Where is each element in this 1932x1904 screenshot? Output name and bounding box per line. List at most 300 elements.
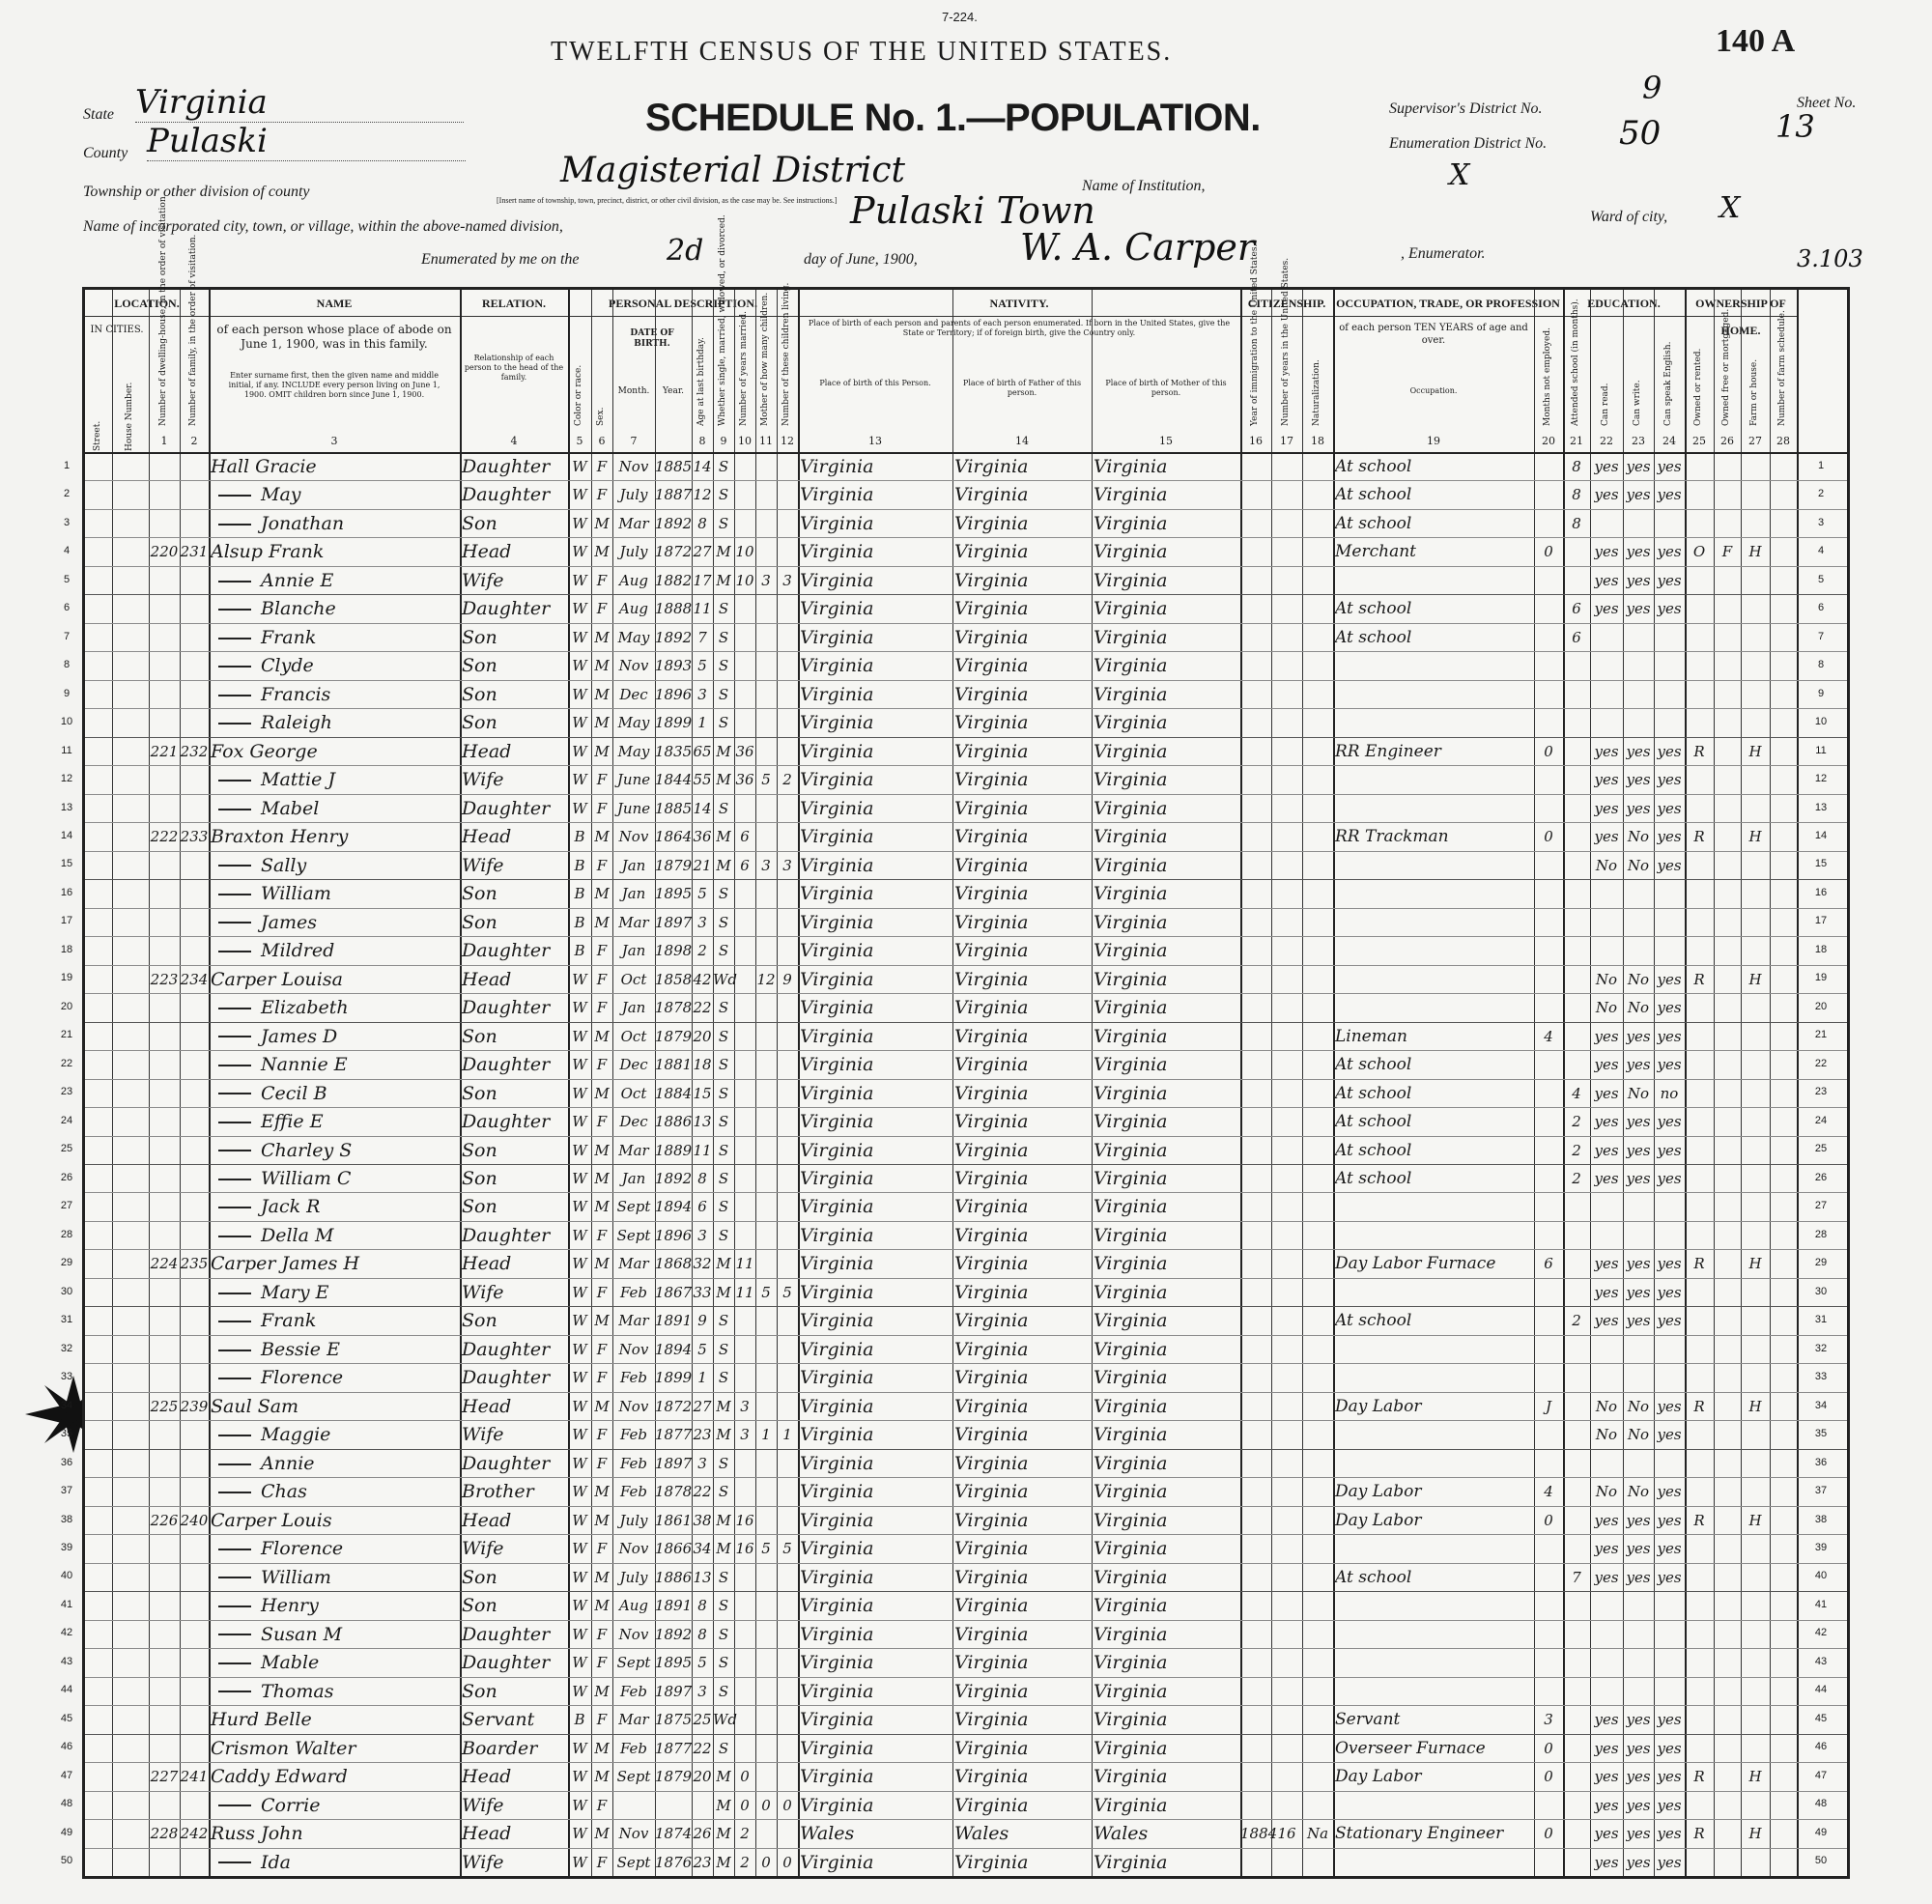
birthplace-mother: Virginia [1094, 1481, 1168, 1503]
color-race: W [572, 1654, 587, 1672]
birthplace-person: Virginia [800, 1680, 874, 1702]
years-married: 3 [740, 1426, 750, 1444]
vertical-label-sex: Sex. [596, 407, 606, 426]
ditto-dash [218, 695, 251, 696]
row-rule [85, 1392, 1847, 1393]
birthplace-father: Virginia [954, 797, 1029, 819]
row-number-left: 2 [63, 488, 71, 500]
birth-month: Sept [616, 1768, 651, 1786]
birthplace-mother: Virginia [1094, 1395, 1168, 1417]
birthplace-mother: Virginia [1094, 883, 1168, 905]
row-number-right: 20 [1814, 1000, 1828, 1012]
ditto-dash [218, 524, 251, 526]
birthplace-person: Virginia [800, 1253, 874, 1275]
sex: M [594, 628, 610, 646]
birth-month: Aug [618, 600, 649, 618]
sex: M [594, 514, 610, 532]
birthplace-father: Virginia [954, 1196, 1029, 1218]
can-speak-english: yes [1657, 458, 1682, 475]
birth-year: 1868 [655, 1255, 693, 1273]
row-number-left: 48 [60, 1798, 73, 1810]
birthplace-mother: Virginia [1094, 655, 1168, 677]
birth-month: July [619, 543, 648, 561]
birthplace-mother: Virginia [1094, 1224, 1168, 1246]
sex: F [596, 1454, 608, 1472]
ditto-dash [218, 495, 251, 497]
birth-year: 1893 [655, 657, 693, 675]
dwelling-number: 224 [150, 1255, 179, 1273]
ditto-dash [218, 1435, 251, 1436]
person-name: Ida [261, 1851, 291, 1873]
age: 27 [693, 543, 712, 561]
can-read: yes [1594, 742, 1619, 760]
birthplace-person: Virginia [800, 1737, 874, 1759]
marital-status: M [716, 571, 731, 589]
row-number-right: 41 [1814, 1598, 1828, 1610]
birth-month: Oct [620, 1027, 647, 1045]
birthplace-person: Virginia [800, 484, 874, 506]
relationship: Son [462, 1566, 497, 1588]
birthplace-person: Virginia [800, 598, 874, 620]
can-write: yes [1626, 1141, 1651, 1159]
birthplace-mother: Virginia [1094, 456, 1168, 477]
birthplace-person: Virginia [800, 1196, 874, 1218]
column-number: 7 [630, 435, 638, 447]
row-number-right: 30 [1814, 1285, 1828, 1297]
census-title: TWELFTH CENSUS OF THE UNITED STATES. [551, 37, 1173, 67]
sex: M [594, 1483, 610, 1501]
family-number: 231 [180, 543, 209, 561]
can-read: yes [1594, 458, 1619, 475]
occupation: Servant [1335, 1710, 1401, 1730]
birthplace-mother: Virginia [1094, 740, 1168, 762]
row-rule [85, 737, 1847, 738]
birth-year: 1894 [655, 1198, 693, 1216]
row-number-right: 39 [1814, 1541, 1828, 1553]
color-race: B [574, 885, 585, 903]
birthplace-mother: Virginia [1094, 1509, 1168, 1531]
row-number-left: 11 [61, 744, 72, 756]
birth-month: Dec [619, 1056, 648, 1074]
birth-year: 1874 [655, 1825, 693, 1843]
ditto-dash [218, 666, 251, 668]
row-number-right: 31 [1814, 1314, 1828, 1326]
can-read: yes [1594, 1796, 1619, 1814]
marital-status: S [718, 1625, 729, 1643]
can-write: yes [1626, 486, 1651, 504]
relationship: Son [462, 1196, 497, 1218]
birth-month: May [617, 628, 650, 646]
vertical-label-color: Color or race. [574, 364, 583, 426]
children-born: 5 [761, 771, 771, 789]
row-rule [85, 1249, 1847, 1250]
age: 1 [697, 714, 707, 732]
can-speak-english: yes [1657, 799, 1682, 817]
ditto-dash [218, 1805, 251, 1806]
can-write: yes [1626, 742, 1651, 760]
birth-year: 1897 [655, 913, 693, 931]
can-read: yes [1594, 1568, 1619, 1586]
enumerated-day: 2d [667, 234, 704, 268]
birthplace-father: Virginia [954, 569, 1029, 591]
person-name: Raleigh [261, 712, 332, 734]
birthplace-person: Virginia [800, 997, 874, 1019]
sex: M [594, 543, 610, 561]
row-rule [85, 1506, 1847, 1507]
color-race: W [572, 771, 587, 789]
column-number: 24 [1662, 435, 1676, 447]
birth-year: 1898 [655, 942, 693, 960]
group-heading-name: NAME [209, 290, 460, 317]
birthplace-father: Virginia [954, 1481, 1029, 1503]
relationship: Daughter [462, 997, 551, 1019]
row-rule [85, 1136, 1847, 1137]
vertical-label-owned-rented: Owned or rented. [1693, 348, 1703, 426]
farm-house: H [1748, 742, 1762, 760]
can-speak-english: yes [1657, 742, 1682, 760]
birthplace-person: Virginia [800, 740, 874, 762]
row-rule [85, 1050, 1847, 1051]
column-rule [734, 290, 735, 1876]
age: 11 [693, 600, 712, 618]
relationship: Daughter [462, 598, 551, 620]
age: 20 [693, 1768, 712, 1786]
row-number-left: 16 [60, 886, 73, 898]
birthplace-father: Virginia [954, 541, 1029, 563]
person-name: Frank [261, 626, 317, 648]
sex: F [596, 1711, 608, 1729]
ditto-dash [218, 723, 251, 725]
marital-status: S [718, 1198, 729, 1216]
row-number-left: 41 [60, 1598, 73, 1610]
birth-father-label: Place of birth of Father of this person. [962, 379, 1082, 397]
birthplace-father: Virginia [954, 740, 1029, 762]
color-race: W [572, 1397, 587, 1415]
birthplace-person: Virginia [800, 883, 874, 905]
children-born: 1 [761, 1426, 771, 1444]
birthplace-person: Virginia [800, 712, 874, 734]
row-rule [85, 1534, 1847, 1535]
birth-year: 1875 [655, 1711, 693, 1729]
immigration-year: 1884 [1240, 1825, 1278, 1843]
ward-label: Ward of city, [1590, 209, 1668, 225]
farm-house: H [1748, 1825, 1762, 1843]
relationship: Son [462, 911, 497, 933]
ditto-dash [218, 894, 251, 895]
person-name: Fox George [211, 740, 318, 762]
in-cities-label: IN CITIES. [90, 325, 144, 335]
birthplace-father: Virginia [954, 1424, 1029, 1446]
row-number-right: 16 [1814, 886, 1828, 898]
can-read: yes [1594, 1739, 1619, 1757]
row-number-left: 28 [60, 1228, 73, 1240]
can-speak-english: yes [1657, 1397, 1682, 1415]
birth-month: Sept [616, 1853, 651, 1871]
can-read: yes [1594, 1768, 1619, 1786]
months-unemployed: 0 [1544, 1825, 1553, 1843]
color-race: B [574, 942, 585, 960]
birth-month: Jan [621, 999, 646, 1017]
years-married: 36 [735, 771, 754, 789]
row-number-left: 23 [60, 1086, 73, 1098]
ditto-dash [218, 1662, 251, 1664]
person-name: Charley S [261, 1139, 353, 1161]
column-number: 12 [781, 435, 794, 447]
dwelling-number: 228 [150, 1825, 179, 1843]
sex: M [594, 1568, 610, 1586]
sex: M [594, 913, 610, 931]
dwelling-number: 221 [150, 742, 179, 760]
can-speak-english: yes [1657, 1283, 1682, 1301]
row-number-left: 37 [60, 1485, 73, 1497]
school-months: 2 [1572, 1312, 1581, 1330]
birthplace-father: Virginia [954, 512, 1029, 534]
city-value: Pulaski Town [850, 189, 1095, 232]
birthplace-person: Virginia [800, 626, 874, 648]
color-race: W [572, 1255, 587, 1273]
marital-status: S [718, 1312, 729, 1330]
birthplace-father: Virginia [954, 1709, 1029, 1731]
birth-year: 1878 [655, 999, 693, 1017]
can-speak-english: yes [1657, 1426, 1682, 1444]
column-number: 10 [738, 435, 752, 447]
birthplace-person: Virginia [800, 541, 874, 563]
row-rule [85, 1420, 1847, 1421]
birth-month: July [619, 1511, 648, 1529]
occupation: At school [1335, 1055, 1412, 1075]
sex: M [594, 885, 610, 903]
sex: F [596, 1056, 608, 1074]
color-race: W [572, 514, 587, 532]
birth-year: 1892 [655, 1170, 693, 1187]
can-read: yes [1594, 571, 1619, 589]
birth-year: 1844 [655, 771, 693, 789]
row-rule [85, 965, 1847, 966]
children-born: 12 [756, 970, 776, 988]
sex: M [594, 1312, 610, 1330]
can-write: yes [1626, 1511, 1651, 1529]
column-rule [1770, 290, 1771, 1876]
birth-year: 1879 [655, 1768, 693, 1786]
birth-month: Feb [619, 1682, 648, 1700]
column-number: 23 [1632, 435, 1645, 447]
ditto-dash [218, 951, 251, 952]
birth-year: 1892 [655, 628, 693, 646]
dwelling-number: 225 [150, 1397, 179, 1415]
age: 3 [697, 1226, 707, 1244]
occupation: RR Trackman [1335, 827, 1449, 847]
column-rule [1685, 290, 1687, 1876]
can-speak-english: yes [1657, 571, 1682, 589]
birthplace-father: Virginia [954, 683, 1029, 705]
birthplace-mother: Virginia [1094, 484, 1168, 506]
birth-month: June [616, 771, 651, 789]
row-number-right: 25 [1814, 1143, 1828, 1155]
marital-status: S [718, 1226, 729, 1244]
school-months: 2 [1572, 1141, 1581, 1159]
row-number-left: 26 [60, 1171, 73, 1183]
row-number-left: 32 [60, 1342, 73, 1354]
occupation-column-label: Occupation. [1409, 386, 1458, 395]
birthplace-mother: Virginia [1094, 1168, 1168, 1189]
age: 7 [697, 628, 707, 646]
family-number: 241 [180, 1768, 209, 1786]
person-name: Carper Louis [211, 1509, 332, 1531]
years-married: 3 [740, 1397, 750, 1415]
dwelling-number: 227 [150, 1768, 179, 1786]
birthplace-father: Virginia [954, 1737, 1029, 1759]
column-number: 20 [1542, 435, 1555, 447]
person-name: Della M [261, 1224, 334, 1246]
ditto-dash [218, 1861, 251, 1863]
can-read: yes [1594, 1511, 1619, 1529]
row-number-left: 4 [63, 545, 71, 557]
person-name: Russ John [211, 1823, 303, 1845]
months-unemployed: 0 [1544, 1511, 1553, 1529]
ditto-dash [218, 1350, 251, 1351]
age: 26 [693, 1825, 712, 1843]
can-write: No [1627, 1397, 1650, 1415]
column-rule [1741, 290, 1742, 1876]
birthplace-father: Virginia [954, 1652, 1029, 1674]
group-heading-relation: RELATION. [460, 290, 568, 317]
column-rule [1302, 290, 1303, 1876]
can-write: yes [1626, 1796, 1651, 1814]
birth-year: 1895 [655, 1654, 693, 1672]
color-race: W [572, 1682, 587, 1700]
row-number-right: 43 [1814, 1655, 1828, 1667]
person-name: Nannie E [261, 1054, 348, 1076]
birth-year: 1866 [655, 1540, 693, 1558]
relationship: Son [462, 1025, 497, 1047]
birth-month: Sept [616, 1226, 651, 1244]
birth-month: Sept [616, 1654, 651, 1672]
ditto-dash [218, 1207, 251, 1208]
relationship: Head [462, 541, 512, 563]
years-married: 11 [735, 1255, 754, 1273]
ditto-dash [218, 1236, 251, 1237]
row-rule [85, 794, 1847, 795]
row-number-left: 9 [63, 687, 71, 699]
birth-year: 1886 [655, 1113, 693, 1131]
age: 6 [697, 1198, 707, 1216]
marital-status: M [716, 1825, 731, 1843]
age: 3 [697, 1454, 707, 1472]
can-speak-english: yes [1657, 486, 1682, 504]
color-race: W [572, 1768, 587, 1786]
age: 5 [697, 657, 707, 675]
birthplace-father: Virginia [954, 1680, 1029, 1702]
occupation: Day Labor [1335, 1510, 1422, 1530]
color-race: W [572, 1426, 587, 1444]
birthplace-person: Virginia [800, 1652, 874, 1674]
row-number-left: 25 [60, 1143, 73, 1155]
birth-month: Nov [618, 828, 649, 846]
ditto-dash [218, 1321, 251, 1322]
column-number: 14 [1015, 435, 1029, 447]
ditto-dash [218, 1036, 251, 1037]
group-heading-location: LOCATION. [85, 290, 209, 317]
family-number: 240 [180, 1511, 209, 1529]
occupation: At school [1335, 627, 1412, 647]
birthplace-father: Virginia [954, 456, 1029, 477]
birthplace-person: Wales [800, 1823, 855, 1845]
children-living: 0 [782, 1796, 792, 1814]
column-number: 8 [698, 435, 706, 447]
age: 38 [693, 1511, 712, 1529]
ditto-dash [218, 1464, 251, 1465]
birthplace-father: Virginia [954, 1623, 1029, 1645]
birth-year: 1876 [655, 1853, 693, 1871]
birthplace-person: Virginia [800, 1538, 874, 1560]
marital-status: M [716, 1283, 731, 1301]
row-rule [85, 1278, 1847, 1279]
ditto-dash [218, 1093, 251, 1094]
relationship: Son [462, 683, 497, 705]
birthplace-mother: Virginia [1094, 1025, 1168, 1047]
row-rule [85, 1620, 1847, 1621]
can-write: yes [1626, 1312, 1651, 1330]
age: 3 [697, 913, 707, 931]
relationship: Head [462, 1395, 512, 1417]
color-race: W [572, 458, 587, 475]
vertical-label-marital: Whether single, married, widowed, or divorced. [718, 214, 727, 426]
sex: M [594, 1682, 610, 1700]
color-race: B [574, 828, 585, 846]
age: 1 [697, 1369, 707, 1387]
color-race: W [572, 1568, 587, 1586]
marital-status: S [718, 1141, 729, 1159]
color-race: W [572, 486, 587, 504]
occupation: Stationary Engineer [1335, 1824, 1504, 1844]
color-race: W [572, 685, 587, 703]
birthplace-person: Virginia [800, 1367, 874, 1389]
can-read: yes [1594, 1255, 1619, 1273]
person-name: Mary E [261, 1281, 329, 1303]
color-race: W [572, 1853, 587, 1871]
birth-year: 1896 [655, 1226, 693, 1244]
marital-status: M [716, 828, 731, 846]
vertical-label-can-write: Can write. [1633, 380, 1642, 426]
marital-status: S [718, 486, 729, 504]
birthplace-mother: Virginia [1094, 1680, 1168, 1702]
row-number-left: 36 [60, 1456, 73, 1468]
years-married: 0 [740, 1768, 750, 1786]
birthplace-mother: Virginia [1094, 997, 1168, 1019]
birthplace-person: Virginia [800, 655, 874, 677]
name-description: of each person whose place of abode on June 1, 1900, was in this family. [216, 323, 452, 351]
group-heading-personal: PERSONAL DESCRIPTION. [568, 290, 798, 317]
relationship: Daughter [462, 484, 551, 506]
age: 42 [693, 970, 712, 988]
marital-status: S [718, 1027, 729, 1045]
family-number: 232 [180, 742, 209, 760]
row-rule [85, 851, 1847, 852]
birthplace-person: Virginia [800, 683, 874, 705]
can-speak-english: yes [1657, 1027, 1682, 1045]
row-rule [85, 1449, 1847, 1450]
person-name: Saul Sam [211, 1395, 299, 1417]
person-name: Bessie E [261, 1338, 340, 1360]
children-born: 0 [761, 1853, 771, 1871]
owned-rented: R [1693, 1768, 1705, 1786]
row-rule [85, 708, 1847, 709]
relationship: Wife [462, 1281, 504, 1303]
relationship: Son [462, 655, 497, 677]
sheet-label: Sheet No. [1797, 95, 1857, 111]
ditto-dash [218, 1606, 251, 1607]
row-number-left: 27 [60, 1200, 73, 1212]
